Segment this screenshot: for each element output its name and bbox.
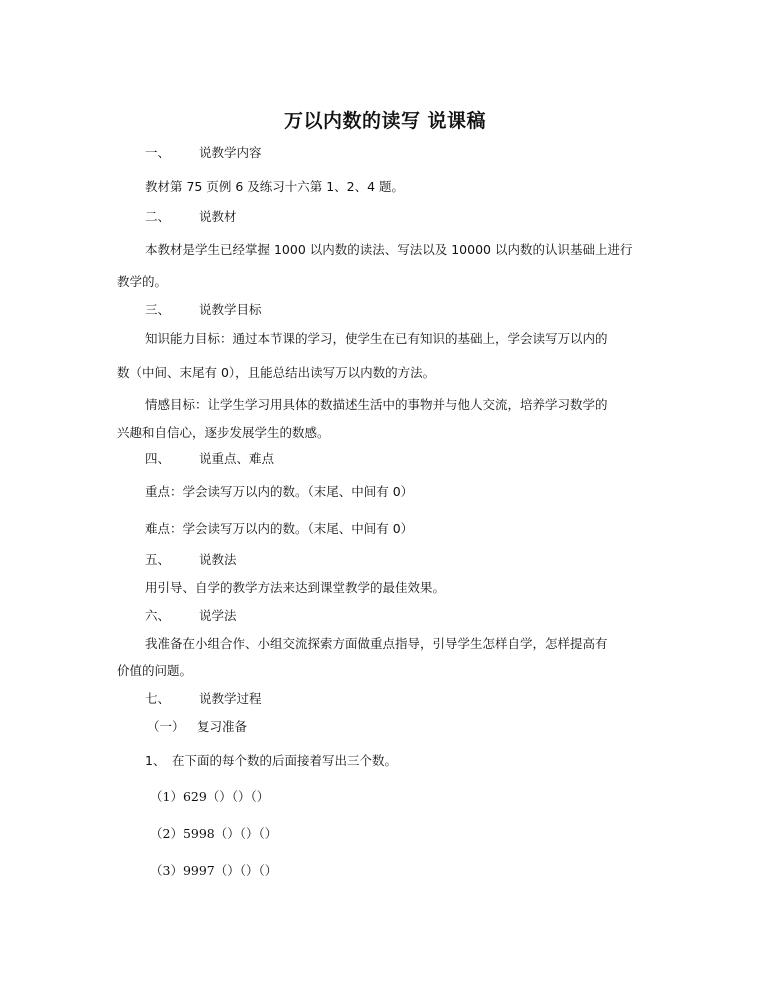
exercise-item-1: （1）629（）（）（） [150, 789, 270, 804]
section-heading-4 [145, 451, 274, 467]
paragraph-goal-knowledge-line1: 知识能力目标：通过本节课的学习，使学生在已有知识的基础上，学会读写万以内的 [145, 331, 608, 346]
paragraph-difficulty: 难点：学会读写万以内的数。（末尾、中间有 0） [145, 521, 414, 536]
paragraph-teaching-method: 用引导、自学的教学方法来达到课堂教学的最佳效果。 [145, 580, 446, 595]
document-title: 万以内数的读写 说课稿 [283, 110, 487, 132]
section-number: 六、 [145, 608, 171, 623]
section-title: 说教学内容 [199, 145, 262, 160]
section-heading-5 [145, 552, 237, 568]
subsection-title: 复习准备 [197, 719, 248, 734]
exercise-item-3: （3）9997（）（）（） [150, 863, 278, 878]
section-heading-1 [145, 145, 262, 161]
question-number: 1、 [145, 753, 166, 768]
section-title: 说教学目标 [199, 302, 262, 317]
section-heading-2 [145, 209, 237, 225]
section-title: 说教学过程 [199, 691, 262, 706]
section-number: 一、 [145, 145, 171, 160]
section-title: 说教法 [199, 552, 237, 567]
paragraph-textbook-line2: 教学的。 [117, 274, 168, 289]
question-text: 在下面的每个数的后面接着写出三个数。 [172, 753, 398, 768]
section-number: 七、 [145, 691, 171, 706]
question-1 [145, 753, 397, 769]
paragraph-content: 教材第 75 页例 6 及练习十六第 1、2、4 题。 [145, 179, 405, 194]
section-number: 五、 [145, 552, 171, 567]
section-number: 三、 [145, 302, 171, 317]
section-heading-3 [145, 302, 262, 318]
paragraph-textbook-line1: 本教材是学生已经掌握 1000 以内数的读法、写法以及 10000 以内数的认识基础上进行 [145, 242, 633, 257]
section-number: 四、 [145, 451, 171, 466]
subsection-heading [147, 719, 247, 735]
section-title: 说教材 [199, 209, 237, 224]
paragraph-goal-emotion-line1: 情感目标：让学生学习用具体的数描述生活中的事物并与他人交流，培养学习数学的 [145, 397, 608, 412]
paragraph-learning-method-line2: 价值的问题。 [117, 663, 193, 678]
paragraph-goal-emotion-line2: 兴趣和自信心，逐步发展学生的数感。 [117, 425, 330, 440]
section-title: 说学法 [199, 608, 237, 623]
section-number: 二、 [145, 209, 171, 224]
section-title: 说重点、难点 [199, 451, 275, 466]
exercise-item-2: （2）5998（）（）（） [150, 826, 278, 841]
paragraph-goal-knowledge-line2: 数（中间、末尾有 0），且能总结出读写万以内数的方法。 [117, 365, 436, 380]
section-heading-7 [145, 691, 262, 707]
paragraph-learning-method-line1: 我准备在小组合作、小组交流探索方面做重点指导，引导学生怎样自学，怎样提高有 [145, 636, 608, 651]
subsection-number: （一） [147, 719, 185, 734]
section-heading-6 [145, 608, 237, 624]
paragraph-key-point: 重点：学会读写万以内的数。（末尾、中间有 0） [145, 484, 414, 499]
